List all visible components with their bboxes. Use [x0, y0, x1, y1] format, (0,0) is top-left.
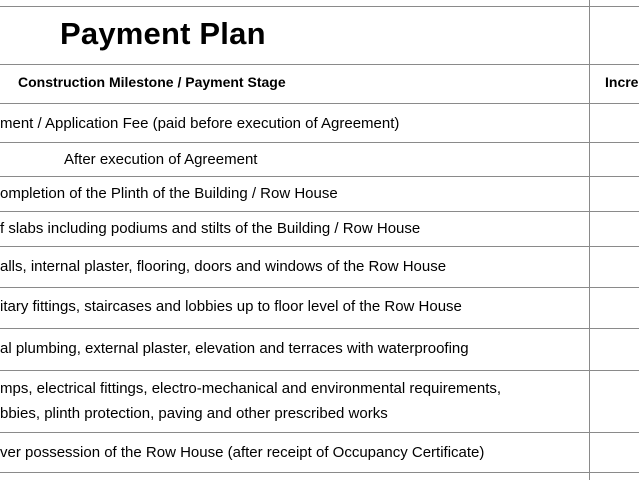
table-row: itary fittings, staircases and lobbies up to floor level of the Row House: [0, 298, 462, 315]
column-divider: [589, 0, 590, 480]
grid-line: [0, 6, 639, 7]
grid-line: [0, 246, 639, 247]
increment-column-header: Incre: [605, 74, 639, 90]
milestone-column-header: Construction Milestone / Payment Stage: [18, 74, 286, 90]
table-row: ment / Application Fee (paid before execution of Agreement): [0, 115, 400, 132]
table-row: ompletion of the Plinth of the Building / Row House: [0, 185, 338, 202]
grid-line: [0, 328, 639, 329]
grid-line: [0, 472, 639, 473]
table-row: al plumbing, external plaster, elevation and terraces with waterproofing: [0, 340, 469, 357]
grid-line: [0, 103, 639, 104]
table-row-continuation: bbies, plinth protection, paving and other prescribed works: [0, 405, 388, 422]
grid-line: [0, 432, 639, 433]
grid-line: [0, 64, 639, 65]
table-row: mps, electrical fittings, electro-mechanical and environmental requirements,: [0, 380, 502, 397]
page-title: Payment Plan: [60, 16, 266, 51]
grid-line: [0, 370, 639, 371]
table-row: f slabs including podiums and stilts of the Building / Row House: [0, 220, 421, 237]
table-row: ver possession of the Row House (after receipt of Occupancy Certificate): [0, 444, 485, 461]
grid-line: [0, 287, 639, 288]
grid-line: [0, 211, 639, 212]
table-row: After execution of Agreement: [64, 151, 258, 168]
grid-line: [0, 176, 639, 177]
table-row: alls, internal plaster, flooring, doors and windows of the Row House: [0, 258, 447, 275]
grid-line: [0, 142, 639, 143]
